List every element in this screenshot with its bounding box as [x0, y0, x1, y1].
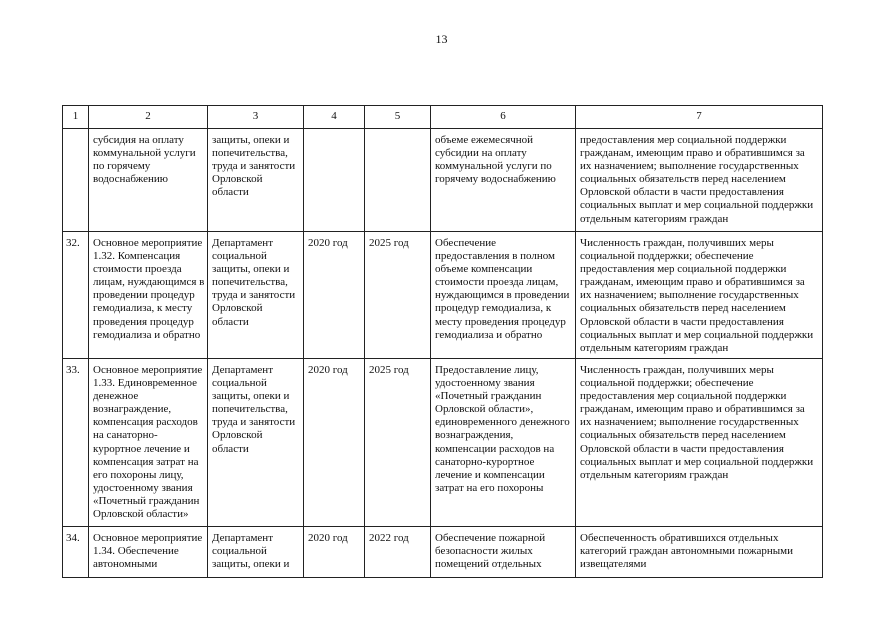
start-year: 2020 год [308, 532, 348, 544]
cell-start-year [304, 359, 365, 527]
cell-event [89, 232, 208, 359]
event-name: Основное мероприятие 1.34. Обеспечение автономными [93, 532, 203, 571]
cell-end-year [365, 232, 431, 359]
cell-executor [208, 232, 304, 359]
expected-result: Обеспечение пожарной безопасности жилых помещений отдельных [435, 532, 546, 571]
end-year: 2025 год [369, 364, 409, 376]
cell-expected-result [431, 359, 576, 527]
expected-result: Обеспечение предоставления в полном объеме компенсации стоимости проезда лицам, нуждающимся в проведении процедур гемодиализа, к месту проведения процедур гемодиализа и обратно [435, 237, 570, 341]
cell-start-year [304, 527, 365, 578]
row-number: 32. [66, 237, 80, 249]
indicator-text: предоставления мер социальной поддержки гражданам, имеющим право и обратившимся за их назначением; выполнение государственных социальных обязательств перед населением Орловской области в части предоставления социальных выплат и мер социальной поддержки отдельным категориям граждан [580, 134, 814, 225]
header-col-3: 3 [208, 106, 304, 129]
header-col-1: 1 [63, 106, 89, 129]
start-year: 2020 год [308, 364, 348, 376]
cell-end-year [365, 527, 431, 578]
cell-start-year [304, 232, 365, 359]
cell-number [63, 232, 89, 359]
table-row [63, 359, 823, 527]
cell-event [89, 527, 208, 578]
header-col-7: 7 [576, 106, 823, 129]
header-col-5: 5 [365, 106, 431, 129]
header-col-4: 4 [304, 106, 365, 129]
header-col-6: 6 [431, 106, 576, 129]
cell-indicator [576, 359, 823, 527]
cell-indicator [576, 232, 823, 359]
cell-expected-result [431, 527, 576, 578]
table-body [63, 129, 823, 578]
cell-indicator [576, 527, 823, 578]
header-row [63, 106, 823, 129]
executor-name: защиты, опеки и попечительства, труда и занятости Орловской области [212, 134, 296, 199]
expected-result: объеме ежемесячной субсидии на оплату коммунальной услуги по горячему водоснабжению [435, 134, 556, 186]
indicator-text: Обеспеченность обратившихся отдельных категорий граждан автономными пожарными извещателями [580, 532, 794, 571]
cell-number [63, 527, 89, 578]
event-name: субсидия на оплату коммунальной услуги по горячему водоснабжению [93, 134, 196, 186]
cell-end-year [365, 129, 431, 232]
executor-name: Департамент социальной защиты, опеки и [212, 532, 290, 571]
table-row [63, 129, 823, 232]
executor-name: Департамент социальной защиты, опеки и попечительства, труда и занятости Орловской области [212, 364, 296, 455]
indicator-text: Численность граждан, получивших меры социальной поддержки; обеспечение предоставления мер социальной поддержки гражданам, имеющим право и обратившимся за их назначением; выполнение государственных социальных обязательств перед населением Орловской области в части предоставления социальных выплат и мер социальной поддержки отдельным категориям граждан [580, 237, 814, 354]
cell-event [89, 359, 208, 527]
cell-executor [208, 359, 304, 527]
indicator-text: Численность граждан, получивших меры социальной поддержки; обеспечение предоставления мер социальной поддержки гражданам, имеющим право и обратившимся за их назначением; выполнение государственных социальных обязательств перед населением Орловской области в части предоставления социальных выплат и мер социальной поддержки отдельным категориям граждан [580, 364, 814, 481]
start-year: 2020 год [308, 237, 348, 249]
end-year: 2025 год [369, 237, 409, 249]
cell-end-year [365, 359, 431, 527]
page-number: 13 [435, 32, 448, 46]
header-col-2: 2 [89, 106, 208, 129]
table-header [63, 106, 823, 129]
executor-name: Департамент социальной защиты, опеки и попечительства, труда и занятости Орловской области [212, 237, 296, 328]
event-name: Основное мероприятие 1.32. Компенсация стоимости проезда лицам, нуждающимся в проведении процедур гемодиализа, к месту проведения процедур гемодиализа и обратно [93, 237, 205, 341]
program-table [62, 105, 823, 578]
table-row [63, 232, 823, 359]
end-year: 2022 год [369, 532, 409, 544]
cell-number [63, 129, 89, 232]
row-number: 34. [66, 532, 80, 544]
cell-event [89, 129, 208, 232]
cell-executor [208, 527, 304, 578]
cell-executor [208, 129, 304, 232]
cell-indicator [576, 129, 823, 232]
expected-result: Предоставление лицу, удостоенному звания «Почетный гражданин Орловской области», единовременного денежного вознаграждения, компенсации расходов на санаторно-курортное лечение и компенсации затрат на его похороны [435, 364, 570, 494]
cell-expected-result [431, 129, 576, 232]
row-number: 33. [66, 364, 80, 376]
cell-number [63, 359, 89, 527]
event-name: Основное мероприятие 1.33. Единовременное денежное вознаграждение, компенсация расходов на санаторно- курортное лечение и компенсация затрат на его похороны лицу, удостоенному звания «Почетный гражданин Орловской области» [93, 364, 203, 521]
cell-start-year [304, 129, 365, 232]
table-row [63, 527, 823, 578]
cell-expected-result [431, 232, 576, 359]
